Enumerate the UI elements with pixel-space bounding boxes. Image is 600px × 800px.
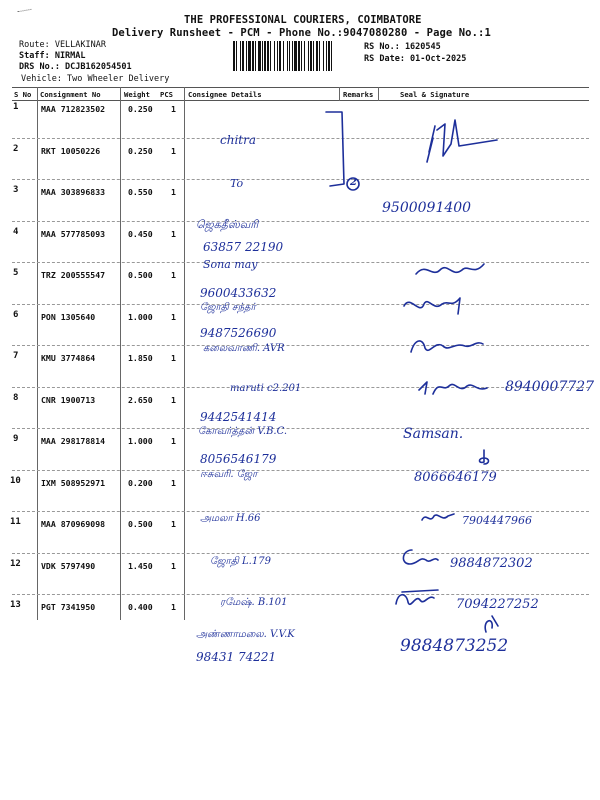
row-consignment: CNR 1900713 bbox=[41, 395, 96, 405]
row-sno: 11 bbox=[10, 517, 21, 527]
signature-mark bbox=[415, 118, 505, 170]
consignee-name: chitra bbox=[220, 133, 256, 147]
row-pcs: 1 bbox=[171, 146, 176, 156]
row-sno: 12 bbox=[10, 559, 21, 569]
row-pcs: 1 bbox=[171, 395, 176, 405]
row-consignment: MAA 712823502 bbox=[41, 104, 106, 114]
phone-number: 98431 74221 bbox=[196, 650, 277, 664]
row-weight: 0.250 bbox=[128, 146, 153, 156]
consignee-name: ஜோதி சந்தர் bbox=[200, 302, 256, 313]
col-header-weight: Weight bbox=[124, 90, 150, 99]
row-sno: 4 bbox=[13, 227, 19, 237]
row-pcs: 1 bbox=[171, 519, 176, 529]
consignee-name: ஜெகதீஸ்வரி bbox=[196, 218, 259, 231]
phone-number: 8940007727 bbox=[505, 379, 595, 395]
row-pcs: 1 bbox=[171, 270, 176, 280]
row-consignment: KMU 3774864 bbox=[41, 353, 96, 363]
consignee-name: Sona may bbox=[203, 258, 258, 271]
consignee-note: To bbox=[230, 177, 244, 190]
runsheet-title: Delivery Runsheet - PCM - Phone No.:9047080280 - Page No.:1 bbox=[112, 27, 491, 39]
consignee-name: அண்ணாமலை. V.V.K bbox=[196, 629, 295, 640]
phone-number: 9500091400 bbox=[382, 200, 472, 216]
col-header-sno: S No bbox=[14, 90, 32, 99]
consignee-name: ஜோதி L.179 bbox=[210, 556, 271, 567]
row-sno: 10 bbox=[10, 476, 21, 486]
staff-label: Staff: NIRMAL bbox=[19, 51, 86, 61]
phone-number: 8066646179 bbox=[414, 470, 497, 485]
row-weight: 0.200 bbox=[128, 478, 153, 488]
phone-number: 9884873252 bbox=[400, 636, 509, 656]
row-sno: 5 bbox=[13, 268, 19, 278]
row-sno: 1 bbox=[13, 102, 19, 112]
row-weight: 1.000 bbox=[128, 312, 153, 322]
row-sno: 6 bbox=[13, 310, 19, 320]
row-weight: 1.850 bbox=[128, 353, 153, 363]
phone-number: 7094227252 bbox=[456, 597, 539, 612]
col-header-consignment: Consignment No bbox=[40, 90, 101, 99]
row-pcs: 1 bbox=[171, 229, 176, 239]
row-pcs: 1 bbox=[171, 104, 176, 114]
consignee-name: ரமேஷ். B.101 bbox=[220, 597, 288, 608]
row-consignment: MAA 577785093 bbox=[41, 229, 106, 239]
signature-mark bbox=[412, 258, 492, 282]
col-header-remarks: Remarks bbox=[343, 90, 374, 99]
row-pcs: 1 bbox=[171, 561, 176, 571]
phone-number: 9487526690 bbox=[200, 326, 277, 340]
row-consignment: MAA 303896833 bbox=[41, 187, 106, 197]
col-header-consignee: Consignee Details bbox=[188, 90, 262, 99]
drs-number: DRS No.: DCJB162054501 bbox=[19, 62, 132, 72]
consignee-address: maruti c2.201 bbox=[230, 383, 302, 394]
signature-mark bbox=[474, 448, 494, 468]
row-sno: 9 bbox=[13, 434, 19, 444]
consignee-name: அமலா H.66 bbox=[200, 513, 261, 524]
phone-number: 63857 22190 bbox=[203, 240, 284, 254]
row-consignment: MAA 870969098 bbox=[41, 519, 106, 529]
row-weight: 0.250 bbox=[128, 104, 153, 114]
consignee-name: கோவர்த்தன் V.B.C. bbox=[198, 426, 288, 437]
receiver-name: Samsan. bbox=[403, 426, 464, 442]
vehicle-label: Vehicle: Two Wheeler Delivery bbox=[21, 74, 170, 84]
row-sno: 13 bbox=[10, 600, 21, 610]
signature-mark bbox=[400, 292, 470, 318]
route-label: Route: VELLAKINAR bbox=[19, 40, 106, 50]
row-pcs: 1 bbox=[171, 602, 176, 612]
row-consignment: TRZ 200555547 bbox=[41, 270, 106, 280]
signature-mark bbox=[392, 588, 444, 612]
row-weight: 1.450 bbox=[128, 561, 153, 571]
row-consignment: VDK 5797490 bbox=[41, 561, 96, 571]
row-pcs: 1 bbox=[171, 353, 176, 363]
row-weight: 0.500 bbox=[128, 519, 153, 529]
phone-number: 9600433632 bbox=[200, 286, 277, 300]
consignee-name: ஈசுவரி. ஜோ bbox=[200, 469, 258, 480]
row-pcs: 1 bbox=[171, 187, 176, 197]
row-weight: 2.650 bbox=[128, 395, 153, 405]
row-weight: 0.500 bbox=[128, 270, 153, 280]
row-weight: 0.550 bbox=[128, 187, 153, 197]
row-sno: 7 bbox=[13, 351, 19, 361]
row-weight: 0.400 bbox=[128, 602, 153, 612]
row-consignment: PGT 7341950 bbox=[41, 602, 96, 612]
row-sno: 8 bbox=[13, 393, 19, 403]
consignee-name: கலைவாணி. AVR bbox=[203, 343, 285, 354]
signature-mark bbox=[407, 334, 487, 360]
row-consignment: RKT 10050226 bbox=[41, 146, 101, 156]
row-weight: 1.000 bbox=[128, 436, 153, 446]
phone-number: 7904447966 bbox=[462, 514, 532, 527]
signature-mark bbox=[420, 510, 460, 526]
company-name: THE PROFESSIONAL COURIERS, COIMBATORE bbox=[184, 14, 422, 26]
row-pcs: 1 bbox=[171, 312, 176, 322]
phone-number: 9442541414 bbox=[200, 410, 277, 424]
signature-mark bbox=[415, 376, 495, 400]
col-header-seal: Seal & Signature bbox=[400, 90, 470, 99]
row-weight: 0.450 bbox=[128, 229, 153, 239]
phone-number: 9884872302 bbox=[450, 556, 533, 571]
remark-mark: 2 bbox=[350, 177, 357, 188]
rs-date: RS Date: 01-Oct-2025 bbox=[364, 54, 467, 64]
row-pcs: 1 bbox=[171, 436, 176, 446]
signature-mark bbox=[398, 546, 442, 570]
row-consignment: IXM 508952971 bbox=[41, 478, 106, 488]
row-consignment: PON 1305640 bbox=[41, 312, 96, 322]
signature-mark bbox=[480, 612, 504, 634]
phone-number: 8056546179 bbox=[200, 452, 277, 466]
row-sno: 3 bbox=[13, 185, 19, 195]
row-pcs: 1 bbox=[171, 478, 176, 488]
bracket-mark bbox=[320, 110, 370, 200]
row-consignment: MAA 298178814 bbox=[41, 436, 106, 446]
row-sno: 2 bbox=[13, 144, 19, 154]
col-header-pcs: PCS bbox=[160, 90, 173, 99]
rs-number: RS No.: 1620545 bbox=[364, 42, 441, 52]
